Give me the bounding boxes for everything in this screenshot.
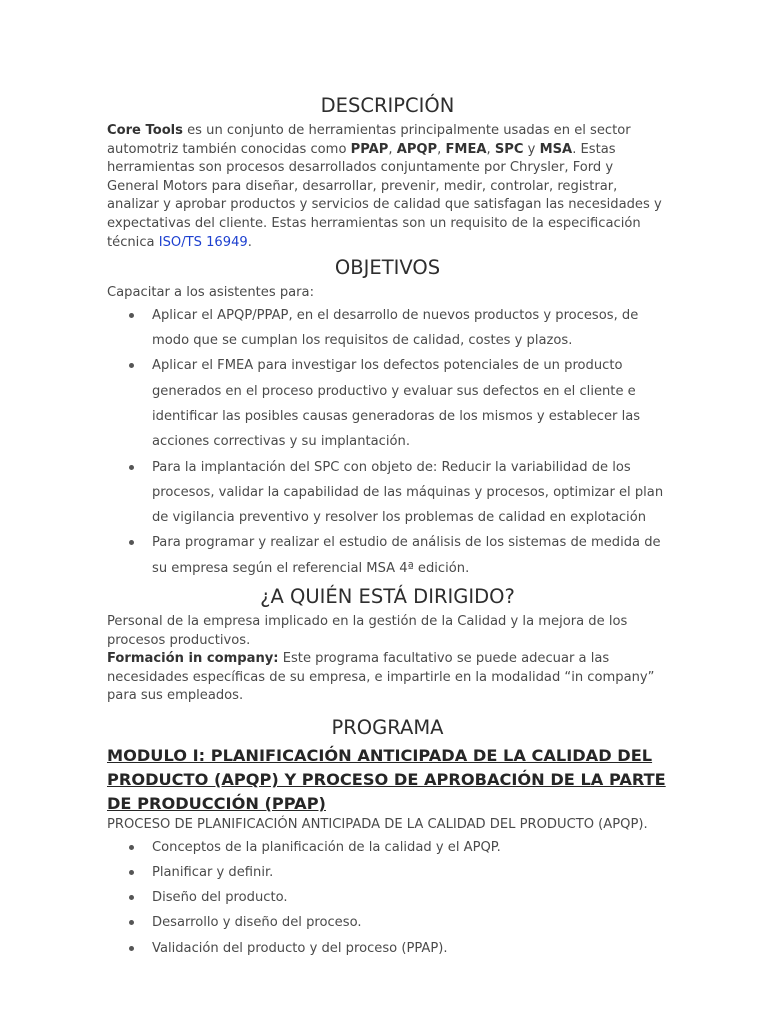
- formacion-paragraph: [107, 650, 668, 706]
- objetivos-intro: Capacitar a los asistentes para:: [107, 285, 314, 301]
- bullet-icon: [129, 920, 134, 925]
- programa-list: [107, 835, 668, 961]
- modulo-title: MODULO I: PLANIFICACIÓN ANTICIPADA DE LA CALIDAD DEL PRODUCTO (APQP) Y PROCESO DE APROBACIÓN DE LA PARTE DE PRODUCCIÓN (PPAP): [107, 745, 666, 813]
- list-item-text: Para la implantación del SPC con objeto de: Reducir la variabilidad de los procesos, validar la capabilidad de las máquinas y procesos, optimizar el plan de vigilancia preventivo y resolver los problemas de calidad en explotación: [152, 459, 664, 526]
- formacion-text: Este programa facultativo se puede adecuar a las necesidades específicas de su empresa, e impartirle en la modalidad “in company” para sus empleados.: [107, 651, 655, 704]
- descripcion-text-2: . Estas herramientas son procesos desarrollados conjuntamente por Chrysler, Ford y General Motors para diseñar, desarrollar, prevenir, medir, controlar, registrar, analizar y aprobar productos y servicios de calidad que satisfagan las necesidades y expectativas del cliente. Estas herramientas son un requisito de la especificación técnica: [107, 141, 662, 250]
- apqp-bold: APQP: [396, 141, 438, 157]
- bullet-icon: [129, 313, 134, 318]
- dirigido-paragraph: Personal de la empresa implicado en la gestión de la Calidad y la mejora de los procesos productivos.: [107, 614, 628, 648]
- iso-ts-16949-link[interactable]: ISO/TS 16949: [158, 234, 248, 250]
- list-item-text: Para programar y realizar el estudio de análisis de los sistemas de medida de su empresa según el referencial MSA 4ª edición.: [152, 535, 661, 576]
- sep: ,: [437, 141, 446, 157]
- heading-descripcion: DESCRIPCIÓN: [320, 94, 455, 117]
- list-item-text: Aplicar el FMEA para investigar los defectos potenciales de un producto generados en el proceso productivo y evaluar sus defectos en el cliente e identificar las posibles causas generadoras de los mismos y establecer las acciones correctivas y su implantación.: [152, 358, 641, 450]
- bullet-icon: [129, 540, 134, 545]
- list-item-text: Validación del producto y del proceso (PPAP).: [152, 940, 448, 956]
- bullet-icon: [129, 870, 134, 875]
- period: .: [247, 234, 252, 250]
- spc-bold: SPC: [494, 141, 524, 157]
- list-item-text: Planificar y definir.: [152, 864, 274, 880]
- list-item: [107, 910, 668, 935]
- list-item-text: Aplicar el APQP/PPAP, en el desarrollo de nuevos productos y procesos, de modo que se cumplan los requisitos de calidad, costes y plazos.: [152, 307, 639, 349]
- list-item: [107, 885, 668, 910]
- list-item: [107, 455, 668, 531]
- msa-bold: MSA: [539, 141, 573, 157]
- list-item: [107, 353, 668, 454]
- ppap-bold: PPAP: [350, 141, 389, 157]
- sep: ,: [486, 141, 495, 157]
- bullet-icon: [129, 465, 134, 470]
- heading-dirigido: ¿A QUIÉN ESTÁ DIRIGIDO?: [260, 585, 515, 609]
- list-item: [107, 303, 668, 354]
- core-tools-bold: Core Tools: [107, 123, 183, 138]
- bullet-icon: [129, 895, 134, 900]
- bullet-icon: [129, 363, 134, 368]
- heading-objetivos: OBJETIVOS: [334, 256, 441, 280]
- sep: y: [523, 141, 540, 157]
- list-item: [107, 860, 668, 885]
- sep: ,: [388, 141, 397, 157]
- objetivos-list: [107, 303, 668, 581]
- descripcion-text: es un conjunto de herramientas principalmente usadas en el sector automotriz también conocidas como: [107, 123, 631, 157]
- list-item-text: Desarrollo y diseño del proceso.: [152, 915, 362, 931]
- list-item: [107, 835, 668, 860]
- list-item: [107, 936, 668, 961]
- list-item-text: Diseño del producto.: [152, 890, 288, 906]
- bullet-icon: [129, 946, 134, 951]
- list-item-text: Conceptos de la planificación de la calidad y el APQP.: [152, 839, 501, 855]
- programa-subtitle: PROCESO DE PLANIFICACIÓN ANTICIPADA DE LA CALIDAD DEL PRODUCTO (APQP).: [107, 816, 648, 832]
- descripcion-paragraph: [107, 122, 668, 252]
- bullet-icon: [129, 845, 134, 850]
- list-item: [107, 530, 668, 581]
- heading-programa: PROGRAMA: [331, 715, 444, 739]
- formacion-bold: Formación in company:: [107, 651, 279, 667]
- fmea-bold: FMEA: [445, 141, 487, 157]
